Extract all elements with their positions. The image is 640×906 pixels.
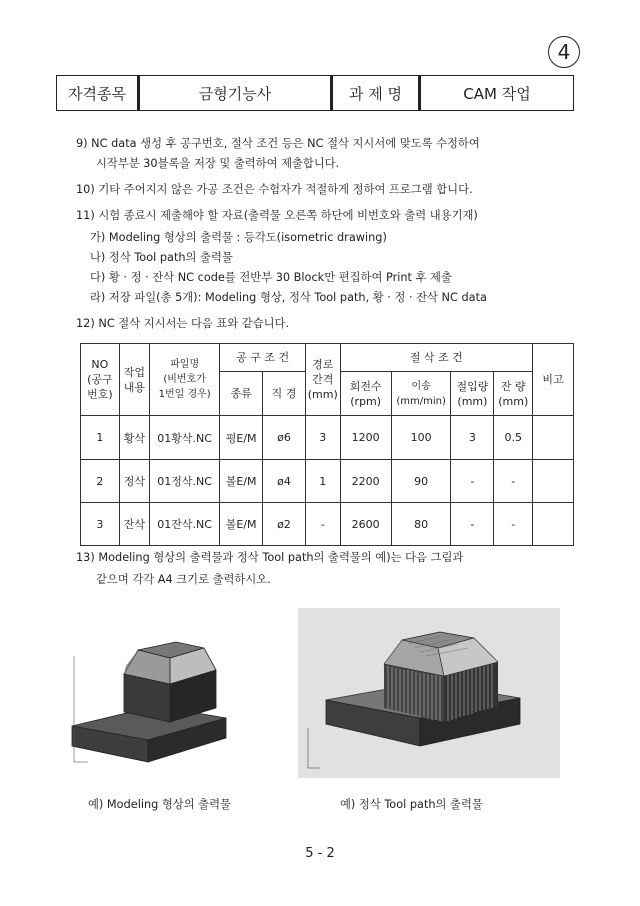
item-11-b: 나) 정삭 Tool path의 출력물 (90, 251, 233, 264)
th-work: 작업 내용 (119, 344, 149, 416)
th-note: 비고 (533, 344, 574, 416)
cell-no: 3 (81, 503, 120, 546)
table-row (81, 460, 574, 503)
cell-no: 1 (81, 416, 120, 460)
cell-pitch: 1 (306, 460, 341, 503)
cell-rpm: 2200 (340, 460, 391, 503)
toolpath-figure (298, 608, 560, 778)
cell-file: 01황삭.NC (150, 416, 220, 460)
header-value-subject: 금형기능사 (139, 76, 332, 111)
header-label-subject: 자격종목 (57, 76, 139, 111)
item-11-d: 라) 저장 파일(총 5개): Modeling 형상, 정삭 Tool path, 황 · 정 · 잔삭 NC data (90, 291, 487, 304)
cell-feed: 80 (391, 503, 451, 546)
cell-depth: - (451, 460, 494, 503)
th-cut: 절 삭 조 건 (340, 344, 533, 372)
item-12: 12) NC 절삭 지시서는 다음 표와 같습니다. (76, 317, 290, 330)
table-row (81, 416, 574, 460)
cell-feed: 100 (391, 416, 451, 460)
cell-feed: 90 (391, 460, 451, 503)
cell-note (533, 503, 574, 546)
th-depth: 절입량 (mm) (451, 372, 494, 416)
cell-work: 정삭 (119, 460, 149, 503)
header-table (56, 75, 574, 111)
th-file: 파일명 (비번호가 1번일 경우) (150, 344, 220, 416)
cell-work: 황삭 (119, 416, 149, 460)
item-13-line1: 13) Modeling 형상의 출력물과 정삭 Tool path의 출력물의 예)는 다음 그림과 (76, 551, 464, 564)
th-tool-type: 종류 (220, 372, 263, 416)
item-9-line2: 시작부분 30블록을 저장 및 출력하여 제출합니다. (96, 157, 340, 170)
cell-note (533, 460, 574, 503)
cell-rpm: 1200 (340, 416, 391, 460)
cell-no: 2 (81, 460, 120, 503)
item-11: 11) 시험 종료시 제출해야 할 자료(출력물 오른쪽 하단에 비번호와 출력 내용기재) (76, 209, 478, 222)
item-11-c: 다) 황 · 정 · 잔삭 NC code를 전반부 30 Block만 편집하여 Print 후 제출 (90, 271, 452, 284)
item-13-line2: 같으며 각각 A4 크기로 출력하시오. (96, 573, 271, 586)
cell-depth: 3 (451, 416, 494, 460)
cell-dia: ø2 (263, 503, 306, 546)
cell-pitch: - (306, 503, 341, 546)
nc-instruction-table (80, 343, 574, 546)
page-number: 5 - 2 (305, 846, 335, 861)
table-row (81, 503, 574, 546)
cell-note (533, 416, 574, 460)
cell-type: 볼E/M (220, 460, 263, 503)
cell-work: 잔삭 (119, 503, 149, 546)
cell-type: 평E/M (220, 416, 263, 460)
th-allow: 잔 량 (mm) (494, 372, 533, 416)
circled-page-number: 4 (548, 36, 580, 68)
th-tool-dia: 직 경 (263, 372, 306, 416)
cell-pitch: 3 (306, 416, 341, 460)
cell-depth: - (451, 503, 494, 546)
cell-type: 볼E/M (220, 503, 263, 546)
item-9-line1: 9) NC data 생성 후 공구번호, 절삭 조건 등은 NC 절삭 지시서에 맞도록 수정하여 (76, 137, 480, 150)
th-feed: 이송 (mm/min) (391, 372, 451, 416)
cell-allow: - (494, 460, 533, 503)
cell-dia: ø4 (263, 460, 306, 503)
cell-allow: 0.5 (494, 416, 533, 460)
th-pitch: 경로 간격 (mm) (306, 344, 341, 416)
modeling-isometric-figure (66, 622, 286, 772)
caption-left: 예) Modeling 형상의 출력물 (88, 798, 231, 811)
th-rpm: 회전수 (rpm) (340, 372, 391, 416)
th-no: NO (공구 번호) (81, 344, 120, 416)
cell-file: 01잔삭.NC (150, 503, 220, 546)
cell-rpm: 2600 (340, 503, 391, 546)
header-label-title: 과 제 명 (332, 76, 420, 111)
cell-allow: - (494, 503, 533, 546)
cell-dia: ø6 (263, 416, 306, 460)
th-tool: 공 구 조 건 (220, 344, 306, 372)
header-value-title: CAM 작업 (420, 76, 574, 111)
caption-right: 예) 정삭 Tool path의 출력물 (340, 798, 483, 811)
cell-file: 01정삭.NC (150, 460, 220, 503)
item-11-a: 가) Modeling 형상의 출력물 : 등각도(isometric drawing) (90, 231, 387, 244)
item-10: 10) 기타 주어지지 않은 가공 조건은 수험자가 적절하게 정하여 프로그램 합니다. (76, 183, 473, 196)
